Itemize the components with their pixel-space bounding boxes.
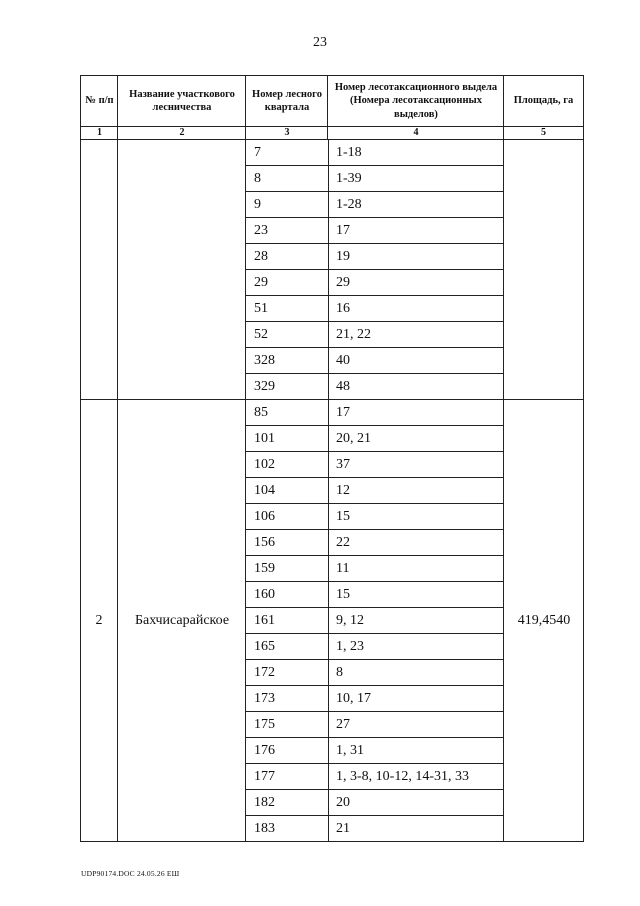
document-footer: UDP90174.DOC 24.05.26 ЕШ <box>81 869 180 878</box>
quarter-number: 329 <box>254 379 275 394</box>
quarter-number: 176 <box>254 743 275 758</box>
allotment-number: 12 <box>336 483 350 498</box>
table-row <box>245 634 503 660</box>
quarter-number: 101 <box>254 431 275 446</box>
allotment-number: 20, 21 <box>336 431 371 446</box>
cell-divider <box>328 296 329 322</box>
quarter-number: 175 <box>254 717 275 732</box>
cell-divider <box>328 634 329 660</box>
cell-divider <box>328 556 329 582</box>
column-number-2: 2 <box>117 126 246 140</box>
table-row <box>245 686 503 712</box>
cell-divider <box>328 504 329 530</box>
allotment-number: 1-18 <box>336 145 362 160</box>
allotment-number: 29 <box>336 275 350 290</box>
cell-divider <box>328 348 329 374</box>
table-row <box>245 608 503 634</box>
table-row <box>245 426 503 452</box>
quarter-number: 156 <box>254 535 275 550</box>
forestry-name: Бахчисарайское <box>134 612 230 628</box>
allotment-number: 1, 3-8, 10-12, 14-31, 33 <box>336 769 469 784</box>
table-row <box>245 478 503 504</box>
table-row <box>245 400 503 426</box>
table-row <box>245 270 503 296</box>
table-row <box>245 374 503 400</box>
allotment-number: 17 <box>336 405 350 420</box>
quarter-number: 52 <box>254 327 268 342</box>
quarter-number: 8 <box>254 171 261 186</box>
allotment-number: 17 <box>336 223 350 238</box>
group-number <box>81 140 117 399</box>
cell-divider <box>328 270 329 296</box>
quarter-number: 172 <box>254 665 275 680</box>
quarter-number: 328 <box>254 353 275 368</box>
header-allotment: Номер лесотаксационного выдела (Номера лесотаксационных выделов) <box>327 75 504 127</box>
table-row <box>245 452 503 478</box>
table-row <box>245 556 503 582</box>
cell-divider <box>328 686 329 712</box>
header-number: № п/п <box>80 75 118 127</box>
table-row <box>245 582 503 608</box>
quarter-number: 85 <box>254 405 268 420</box>
table-row <box>245 322 503 348</box>
cell-divider <box>328 452 329 478</box>
allotment-number: 1, 23 <box>336 639 364 654</box>
column-number-1: 1 <box>80 126 118 140</box>
allotment-number: 8 <box>336 665 343 680</box>
allotment-number: 21, 22 <box>336 327 371 342</box>
cell-divider <box>328 608 329 634</box>
table-row <box>245 244 503 270</box>
cell-divider <box>328 166 329 192</box>
cell-divider <box>328 140 329 166</box>
quarter-number: 161 <box>254 613 275 628</box>
quarter-number: 177 <box>254 769 275 784</box>
cell-divider <box>328 478 329 504</box>
area-value <box>504 140 584 399</box>
table-row <box>245 660 503 686</box>
allotment-number: 1, 31 <box>336 743 364 758</box>
allotment-number: 40 <box>336 353 350 368</box>
page-number: 23 <box>313 35 327 50</box>
cell-divider <box>328 192 329 218</box>
cell-divider <box>328 816 329 842</box>
allotment-number: 22 <box>336 535 350 550</box>
cell-divider <box>328 530 329 556</box>
area-value: 419,4540 <box>517 612 571 628</box>
allotment-number: 20 <box>336 795 350 810</box>
cell-divider <box>328 374 329 400</box>
table-row <box>245 218 503 244</box>
cell-divider <box>328 738 329 764</box>
quarter-number: 182 <box>254 795 275 810</box>
quarter-number: 104 <box>254 483 275 498</box>
table-row <box>245 712 503 738</box>
cell-divider <box>328 764 329 790</box>
allotment-number: 1-39 <box>336 171 362 186</box>
allotment-number: 11 <box>336 561 350 576</box>
forestry-name <box>118 140 246 399</box>
header-quarter: Номер лесного квартала <box>245 75 328 127</box>
allotment-number: 19 <box>336 249 350 264</box>
column-number-5: 5 <box>503 126 584 140</box>
table-row <box>245 816 503 842</box>
cell-divider <box>328 582 329 608</box>
allotment-table <box>80 75 584 837</box>
table-row <box>245 348 503 374</box>
header-forestry: Название участкового лесничества <box>117 75 246 127</box>
cell-divider <box>328 244 329 270</box>
quarter-number: 23 <box>254 223 268 238</box>
cell-divider <box>328 426 329 452</box>
quarter-number: 7 <box>254 145 261 160</box>
quarter-number: 183 <box>254 821 275 836</box>
table-row <box>245 764 503 790</box>
table-row <box>245 738 503 764</box>
table-row <box>245 192 503 218</box>
table-row <box>245 504 503 530</box>
cell-divider <box>328 790 329 816</box>
table-row <box>245 790 503 816</box>
column-number-4: 4 <box>327 126 504 140</box>
table-row <box>245 530 503 556</box>
quarter-number: 29 <box>254 275 268 290</box>
quarter-number: 159 <box>254 561 275 576</box>
allotment-number: 1-28 <box>336 197 362 212</box>
allotment-number: 15 <box>336 587 350 602</box>
quarter-number: 102 <box>254 457 275 472</box>
allotment-number: 27 <box>336 717 350 732</box>
table-row <box>245 166 503 192</box>
table-row <box>245 296 503 322</box>
allotment-number: 9, 12 <box>336 613 364 628</box>
allotment-number: 10, 17 <box>336 691 371 706</box>
quarter-number: 51 <box>254 301 268 316</box>
quarter-number: 173 <box>254 691 275 706</box>
cell-divider <box>328 660 329 686</box>
cell-divider <box>328 712 329 738</box>
cell-divider <box>328 322 329 348</box>
quarter-number: 28 <box>254 249 268 264</box>
group-number: 2 <box>95 612 103 628</box>
quarter-number: 165 <box>254 639 275 654</box>
allotment-number: 48 <box>336 379 350 394</box>
cell-divider <box>328 218 329 244</box>
allotment-number: 37 <box>336 457 350 472</box>
header-area: Площадь, га <box>503 75 584 127</box>
column-number-3: 3 <box>245 126 328 140</box>
allotment-number: 15 <box>336 509 350 524</box>
quarter-number: 106 <box>254 509 275 524</box>
quarter-number: 9 <box>254 197 261 212</box>
cell-divider <box>328 400 329 426</box>
quarter-number: 160 <box>254 587 275 602</box>
allotment-number: 21 <box>336 821 350 836</box>
allotment-number: 16 <box>336 301 350 316</box>
table-row <box>245 140 503 166</box>
